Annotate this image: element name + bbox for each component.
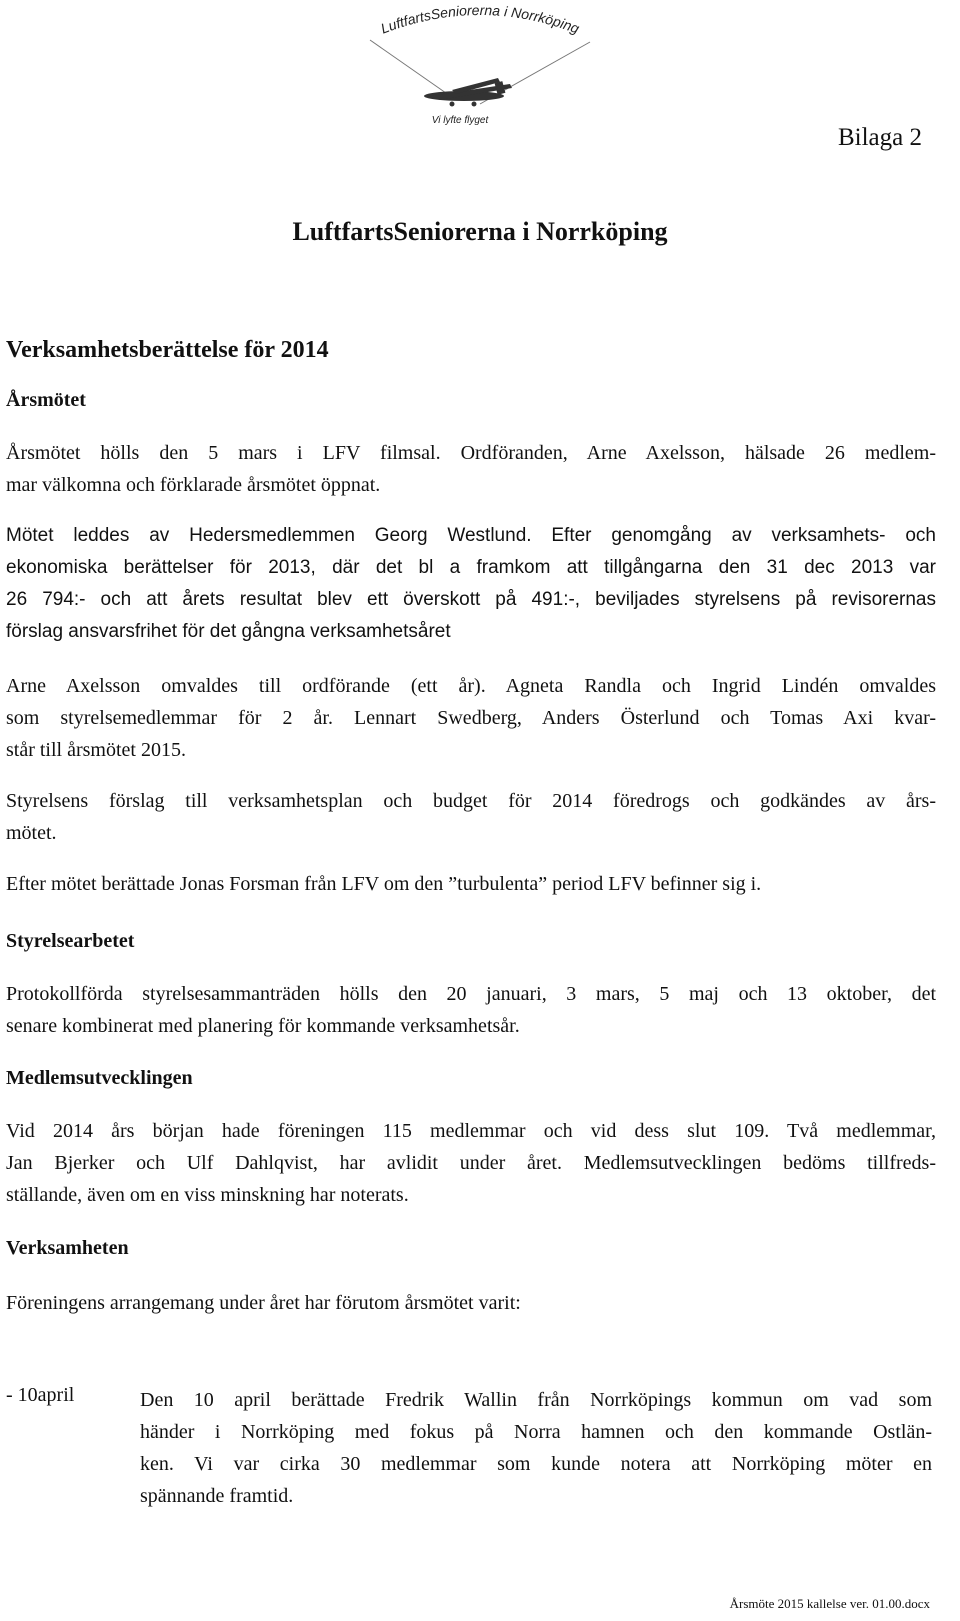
text-line: Vid 2014 års början hade föreningen 115 medlemmar och vid dess slut 109. Två medlemmar, <box>6 1120 936 1142</box>
document-title: Verksamhetsberättelse för 2014 <box>6 337 329 363</box>
text-line: Föreningens arrangemang under året har förutom årsmötet varit: <box>6 1292 521 1314</box>
section-heading-verksamheten: Verksamheten <box>6 1237 129 1259</box>
paragraph-arsmotet-5 <box>6 868 936 900</box>
activity-description <box>140 1384 932 1512</box>
text-line: Protokollförda styrelsesammanträden hölls den 20 januari, 3 mars, 5 maj och 13 oktober, det <box>6 983 936 1005</box>
text-line: ställande, även om en viss minskning har noterats. <box>6 1184 409 1206</box>
text-line: Styrelsens förslag till verksamhetsplan och budget för 2014 föredrogs och godkändes av års- <box>6 790 936 812</box>
text-line: spännande framtid. <box>140 1485 294 1507</box>
text-line: senare kombinerat med planering för kommande verksamhetsår. <box>6 1015 520 1037</box>
airplane-icon <box>424 78 512 107</box>
section-heading-styrelsearbetet: Styrelsearbetet <box>6 930 135 952</box>
text-line: Mötet leddes av Hedersmedlemmen Georg Westlund. Efter genomgång av verksamhets- och <box>6 525 936 546</box>
text-line: Den 10 april berättade Fredrik Wallin från Norrköpings kommun om vad som <box>140 1389 932 1411</box>
org-title: LuftfartsSeniorerna i Norrköping <box>292 217 668 246</box>
text-line: står till årsmötet 2015. <box>6 739 186 761</box>
paragraph-arsmotet-2 <box>6 520 936 648</box>
annex-label: Bilaga 2 <box>837 124 922 151</box>
paragraph-medlemsutvecklingen <box>6 1115 936 1211</box>
text-line: Jan Bjerker och Ulf Dahlqvist, har avlidit under året. Medlemsutvecklingen bedöms tillfreds- <box>6 1152 936 1174</box>
text-line: förslag ansvarsfrihet för det gångna verksamhetsåret <box>6 621 451 642</box>
text-line: Efter mötet berättade Jonas Forsman från LFV om den ”turbulenta” period LFV befinner sig i. <box>6 873 762 895</box>
text-line: 26 794:- och att årets resultat blev ett överskott på 491:-, beviljades styrelsens på revisorernas <box>6 589 936 610</box>
text-line: Arne Axelsson omvaldes till ordförande (ett år). Agneta Randla och Ingrid Lindén omvaldes <box>6 675 936 697</box>
section-heading-arsmotet: Årsmötet <box>6 389 86 411</box>
activity-date-label: - 10april <box>6 1384 75 1406</box>
text-line: mötet. <box>6 822 57 844</box>
paragraph-arsmotet-1 <box>6 437 936 501</box>
logo-tagline: Vi lyfte flyget <box>431 115 489 126</box>
paragraph-arsmotet-4 <box>6 785 936 849</box>
svg-text:LuftfartsSeniorerna i Norrköpi <box>379 2 582 37</box>
text-line: ken. Vi var cirka 30 medlemmar som kunde notera att Norrköping möter en <box>140 1453 932 1475</box>
footer-filename: Årsmöte 2015 kallelse ver. 01.00.docx <box>729 1596 930 1611</box>
section-heading-medlemsutvecklingen: Medlemsutvecklingen <box>6 1067 193 1089</box>
text-line: mar välkomna och förklarade årsmötet öppnat. <box>6 474 381 496</box>
text-line: Årsmötet hölls den 5 mars i LFV filmsal. Ordföranden, Arne Axelsson, hälsade 26 medlem- <box>6 442 936 464</box>
text-line: som styrelsemedlemmar för 2 år. Lennart Swedberg, Anders Österlund och Tomas Axi kvar- <box>6 707 936 729</box>
paragraph-verksamheten-intro <box>6 1287 936 1319</box>
club-logo <box>360 0 600 130</box>
logo-arc-text: LuftfartsSeniorerna i Norrköping <box>378 1 582 37</box>
paragraph-arsmotet-3 <box>6 670 936 766</box>
text-line: händer i Norrköping med fokus på Norra hamnen och den kommande Ostlän- <box>140 1421 932 1443</box>
text-line: ekonomiska berättelser för 2013, där det bl a framkom att tillgångarna den 31 dec 2013 var <box>6 557 936 578</box>
paragraph-styrelsearbetet <box>6 978 936 1042</box>
